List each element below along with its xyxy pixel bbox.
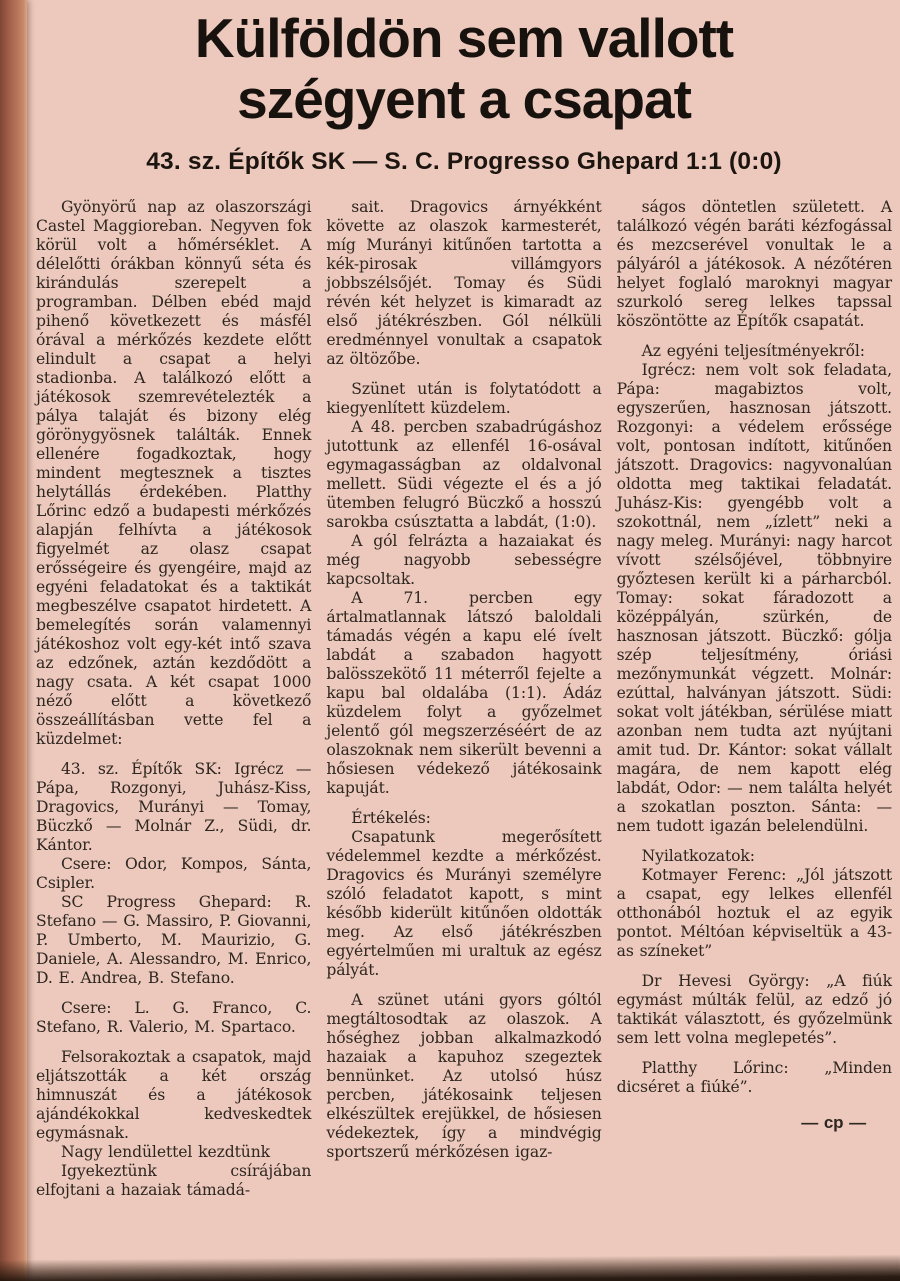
headline-line-2: szégyent a csapat — [237, 68, 691, 130]
paragraph: A szünet utáni gyors góltól megtáltosodtak az olaszok. A hőséghez jobban alkalmazkodó hazaiak a kapuhoz szegeztek bennünket. Az utolsó húsz percben, játékosaink teljesen elkészültek erejükkel, de hősiesen védekeztek, így a mindvégig sportszerű mérkőzésen igaz- — [326, 991, 602, 1161]
quote-platthy: Platthy Lőrinc: „Minden dicséret a fiúké”. — [616, 1059, 892, 1096]
article-headline — [36, 8, 892, 130]
paragraph: Gyönyörű nap az olaszországi Castel Maggioreban. Negyven fok körül volt a hőmérséklet. A délelőtti órákban könnyű séta és kirándulás szerepelt a programban. Délben ebéd majd pihenő következett és másfél órával a mérkőzés kezdete előtt elindult a csapat a helyi stadionba. A találkozó előtt a játékosok szemrevételezték a pálya talaját és bizony elég görönygyösnek találták. Ennek ellenére fogadkoztak, hogy mindent megtesznek a tisztes helytállás érdekében. Platthy Lőrinc edző a budapesti mérkőzés alapján felhívta a játékosok figyelmét az olasz csapat erősségeire és gyengéire, majd az egyéni feladatokat és a taktikát megbeszélve csapatot hirdetett. A bemelegítés során valamennyi játékoshoz volt egy-két intő szava az edzőnek, aztán kezdődött a nagy csata. A két csapat 1000 néző előtt a következő összeállításban vette fel a küzdelmet: — [36, 198, 312, 748]
paragraph: Igyekeztünk csírájában elfojtani a hazaiak támadá- — [36, 1162, 312, 1199]
paragraph: sait. Dragovics árnyékként követte az olaszok karmesterét, míg Murányi kitűnően tartotta a kék-pirosak villámgyors jobbszélsőjét. Tomay és Südi révén két helyzet is kimaradt az első játékrészben. Gól nélküli eredménnyel vonultak a csapatok az öltözőbe. — [326, 198, 602, 368]
binding-spine — [0, 0, 27, 1281]
player-ratings: Igrécz: nem volt sok feladata, Pápa: magabiztos volt, egyszerűen, hasznosan játszott. Rozgonyi: a védelem erőssége volt, pontosan indított, kitűnően játszott. Dragovics: nagyvonalúan oldotta meg taktikai feladatát. Juhász-Kis: gyengébb volt a szokottnál, nem „ízlett” neki a nagy meleg. Murányi: nagy harcot vívott szélsőjével, többnyire győztesen került ki a párharcból. Tomay: sokat fáradozott a középpályán, szürkén, de hasznosan játszott. Büczkő: gólja szép teljesítmény, óriási mezőnymunkát végzett. Molnár: ezúttal, halványan játszott. Südi: sokat volt játékban, sérülése miatt azonban nem tudta azt nyújtani amit tud. Dr. Kántor: sokat vállalt magára, de nem kapott elég labdát, Odor: — nem találta helyét a szokatlan poszton. Sánta: — nem tudott igazán belelendülni. — [616, 361, 892, 835]
section-heading-ertekeles: Értékelés: — [351, 809, 431, 827]
lineup-away: SC Progress Ghepard: R. Stefano — G. Massiro, P. Giovanni, P. Umberto, M. Maurizio, G. Daniele, A. Alessandro, M. Enrico, D. E. Andrea, B. Stefano. — [36, 893, 312, 987]
lineup-away-subs: Csere: L. G. Franco, C. Stefano, R. Valerio, M. Spartaco. — [36, 999, 312, 1036]
paragraph: Csapatunk megerősített védelemmel kezdte a mérkőzést. Dragovics és Murányi személyre szóló feladatot kapott, s mint később kiderült kitűnően oldották meg. Az első játékrészben egyértelműen mi uraltuk az egész pályát. — [326, 828, 602, 979]
match-result-subhead: 43. sz. Építők SK — S. C. Progresso Ghepard 1:1 (0:0) — [146, 148, 782, 175]
paragraph: A 71. percben egy ártalmatlannak látszó baloldali támadás végén a kapu elé ívelt labdát a szabadon hagyott balösszekötő 11 méterről fejelte a kapu bal oldalába (1:1). Ádáz küzdelem folyt a győzelmet jelentő gól megszerzéséért de az olaszoknak nem sikerült bevenni a hősiesen védekező játékosaink kapuját. — [326, 589, 602, 797]
section-heading-nyilatkozatok: Nyilatkozatok: — [641, 847, 755, 865]
lineup-home-subs: Csere: Odor, Kompos, Sánta, Csipler. — [36, 855, 312, 892]
quote-hevesi: Dr Hevesi György: „A fiúk egymást múlták felül, az edző jó taktikát választott, és győzelmünk sem lett volna meglepetés”. — [616, 972, 892, 1047]
column-1 — [36, 198, 311, 1200]
author-signature: — cp — — [801, 1113, 866, 1132]
paragraph: Felsorakoztak a csapatok, majd eljátszották a két ország himnuszát és a játékosok ajándékokkal kedveskedtek egymásnak. — [36, 1048, 312, 1142]
paragraph: A 48. percben szabadrúgáshoz jutottunk az ellenfél 16-osával egymagasságban az oldalvonal mellett. Südi végezte el és a jó ütemben felugró Büczkő a hosszú sarokba csúsztatta a labdát, (1:0). — [326, 418, 602, 531]
quote-kotmayer: Kotmayer Ferenc: „Jól játszott a csapat, egy lelkes ellenfél otthonából hoztuk el az egyik pontot. Méltóan képviseltük a 43-as színeket” — [616, 866, 892, 960]
page-bottom-shadow — [0, 1254, 900, 1281]
paragraph: Nagy lendülettel kezdtünk — [60, 1143, 271, 1161]
lineup-home: 43. sz. Építők SK: Igrécz — Pápa, Rozgonyi, Juhász-Kiss, Dragovics, Murányi — Tomay, Büczkő — Molnár Z., Südi, dr. Kántor. — [36, 760, 312, 854]
column-2 — [326, 198, 601, 1200]
paragraph: Szünet után is folytatódott a kiegyenlített küzdelem. — [326, 380, 602, 417]
headline-line-1: Külföldön sem vallott — [194, 7, 734, 69]
paragraph: ságos döntetlen született. A találkozó végén baráti kézfogással és mezcserével vonultak le a pályáról a játékosok. A nézőtéren helyet foglaló maroknyi magyar szurkoló sereg lelkes tapssal köszöntötte az Építők csapatát. — [616, 198, 892, 330]
section-heading-teljesitmenyek: Az egyéni teljesítményekről: — [641, 342, 865, 360]
column-3 — [617, 198, 892, 1200]
article-columns — [36, 198, 892, 1200]
article — [36, 0, 892, 1200]
paragraph: A gól felrázta a hazaiakat és még nagyobb sebességre kapcsoltak. — [326, 532, 602, 588]
